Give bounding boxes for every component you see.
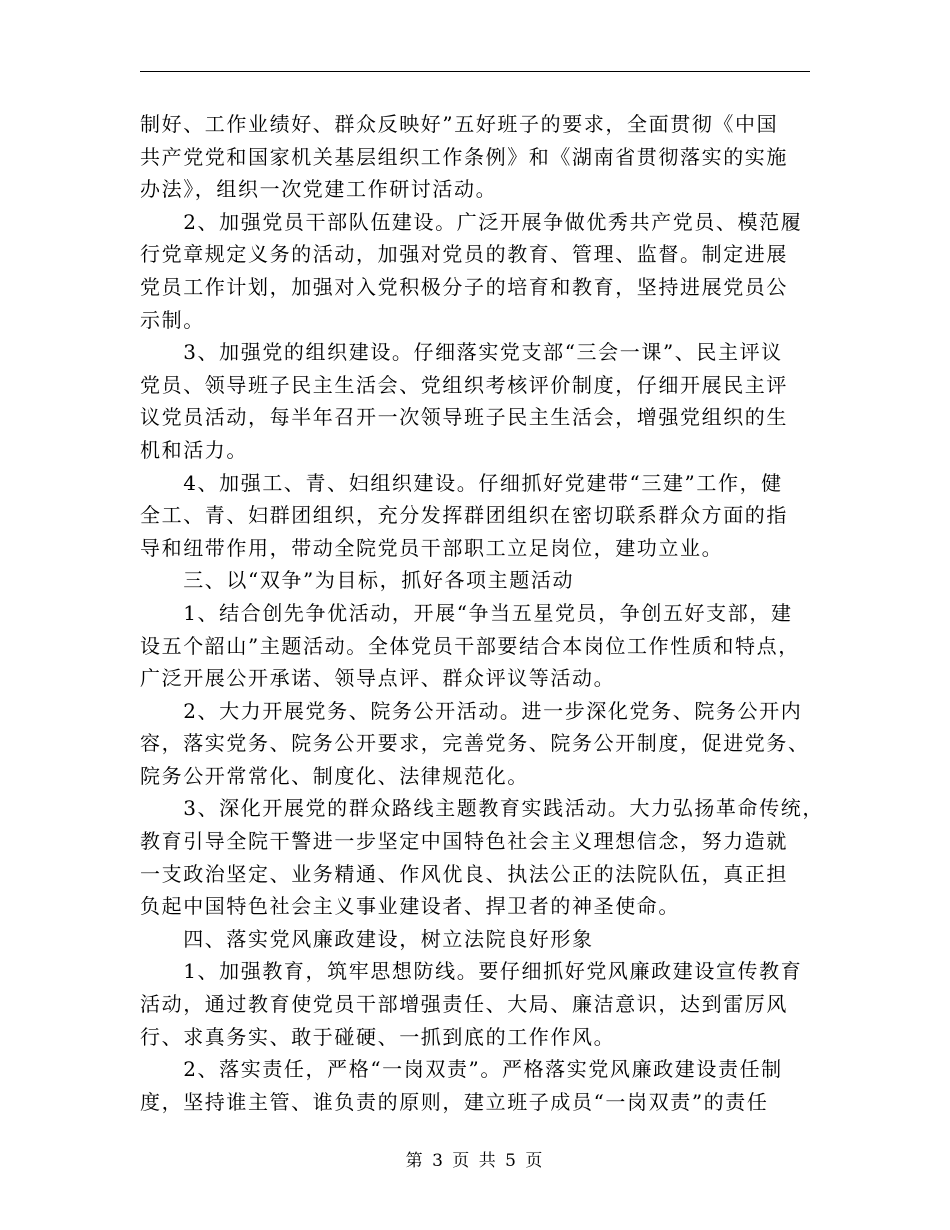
document-body: [140, 108, 824, 1118]
text-line: 1、加强教育，筑牢思想防线。要仔细抓好党风廉政建设宣传教育: [140, 959, 803, 984]
text-line: 制好、工作业绩好、群众反映好”五好班子的要求，全面贯彻《中国: [140, 112, 779, 136]
text-line: 党员工作计划，加强对入党积极分子的培育和教育，坚持进展党员公: [140, 274, 788, 299]
text-line: 党员、领导班子民主生活会、党组织考核评价制度，仔细开展民主评: [140, 372, 788, 397]
text-line: 一支政治坚定、业务精通、作风优良、执法公正的法院队伍，真正担: [140, 861, 788, 886]
text-line: 议党员活动，每半年召开一次领导班子民主生活会，增强党组织的生: [140, 405, 788, 430]
text-line: 设五个韶山”主题活动。全体党员干部要结合本岗位工作性质和特点，: [140, 633, 800, 658]
text-line: 办法》，组织一次党建工作研讨活动。: [140, 177, 498, 202]
text-line: 示制。: [140, 307, 205, 332]
text-line: 行、求真务实、敢于碰硬、一抓到底的工作作风。: [140, 1024, 616, 1049]
text-line: 负起中国特色社会主义事业建设者、捍卫者的神圣使命。: [140, 894, 680, 919]
text-line: 度，坚持谁主管、谁负责的原则，建立班子成员“一岗双责”的责任: [140, 1089, 769, 1114]
text-line: 2、加强党员干部队伍建设。广泛开展争做优秀共产党员、模范履: [140, 209, 803, 234]
text-line: 机和活力。: [140, 437, 248, 462]
section-heading: 四、落实党风廉政建设，树立法院良好形象: [140, 926, 594, 951]
text-line: 容，落实党务、院务公开要求，完善党务、院务公开制度，促进党务、: [140, 731, 810, 756]
text-line: 3、深化开展党的群众路线主题教育实践活动。大力弘扬革命传统，: [140, 796, 824, 821]
page-number: 第 3 页 共 5 页: [405, 1151, 545, 1171]
text-line: 2、大力开展党务、院务公开活动。进一步深化党务、院务公开内: [140, 698, 803, 723]
text-line: 共产党党和国家机关基层组织工作条例》和《湖南省贯彻落实的实施: [140, 144, 788, 169]
text-line: 行党章规定义务的活动，加强对党员的教育、管理、监督。制定进展: [140, 242, 788, 267]
header-rule: [140, 71, 810, 72]
text-line: 导和纽带作用，带动全院党员干部职工立足岗位，建功立业。: [140, 535, 724, 560]
text-line: 1、结合创先争优活动，开展“争当五星党员，争创五好支部，建: [140, 600, 793, 625]
text-line: 教育引导全院干警进一步坚定中国特色社会主义理想信念，努力造就: [140, 829, 788, 854]
text-line: 2、落实责任，严格“一岗双责”。严格落实党风廉政建设责任制: [140, 1057, 783, 1082]
text-line: 活动，通过教育使党员干部增强责任、大局、廉洁意识，达到雷厉风: [140, 992, 788, 1017]
text-line: 全工、青、妇群团组织，充分发挥群团组织在密切联系群众方面的指: [140, 503, 788, 528]
section-heading: 三、以“双争”为目标，抓好各项主题活动: [140, 568, 575, 593]
text-line: 3、加强党的组织建设。仔细落实党支部“三会一课”、民主评议: [140, 340, 783, 365]
text-line: 4、加强工、青、妇组织建设。仔细抓好党建带“三建”工作，健: [140, 470, 783, 495]
text-line: 广泛开展公开承诺、领导点评、群众评议等活动。: [140, 666, 616, 691]
text-line: 院务公开常常化、制度化、法律规范化。: [140, 763, 529, 788]
